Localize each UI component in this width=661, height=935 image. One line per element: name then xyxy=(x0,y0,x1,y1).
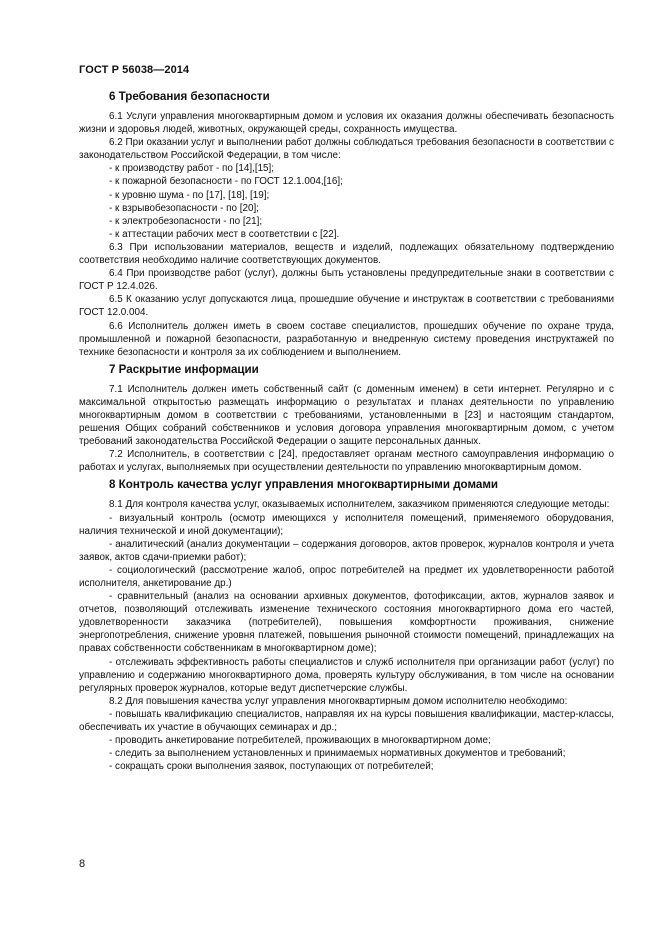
measure-compliance: - следить за выполнением установленных и принимаемых нормативных документов и требований; xyxy=(109,748,566,760)
measure-response-time: - сокращать сроки выполнения заявок, поступающих от потребителей; xyxy=(109,761,434,773)
paragraph-7-2: 7.2 Исполнитель, в соответствии с [24], предоставляет органам местного самоуправления информацию о работах и услугах, выполняемых при осуществлении деятельности по управлению многоквартирным домом. xyxy=(79,449,614,474)
paragraph-6-3: 6.3 При использовании материалов, веществ и изделий, подлежащих обязательному подтверждению соответствия необходимо наличие соответствующих документов. xyxy=(79,241,614,267)
list-item: - к производству работ - по [14],[15]; xyxy=(109,163,275,175)
page-body xyxy=(79,86,614,773)
method-efficiency: - отслеживать эффективность работы специалистов и служб исполнителя при организации работ (услуг) по управлению и содержанию многоквартирного дома, проверять культуру обслуживания, в том числе на основании регулярных проверок журналов, которые ведут диспетчерские службы. xyxy=(79,656,614,694)
paragraph-6-4: 6.4 При производстве работ (услуг), должны быть установлены предупредительные знаки в соответствии с ГОСТ Р 12.4.026. xyxy=(79,268,614,293)
paragraph-6-5: 6.5 К оказанию услуг допускаются лица, прошедшие обучение и инструктаж в соответствии с требованиями ГОСТ 12.0.004. xyxy=(79,294,614,319)
method-analytical: - аналитический (анализ документации – содержания договоров, актов проверок, журналов контроля и учета заявок, актов сдачи-приемки работ); xyxy=(79,538,614,563)
paragraph-6-6: 6.6 Исполнитель должен иметь в своем составе специалистов, прошедших обучение по охране труда, промышленной и пожарной безопасности, разработанную и внедренную систему проведения инструктажей по технике безопасности и контроля за их соблюдением и выполнением. xyxy=(79,320,614,358)
list-item: - к аттестации рабочих мест в соответствии с [22]. xyxy=(109,228,340,240)
page-number: 8 xyxy=(79,858,86,870)
list-item: - к взрывобезопасности - по [20]; xyxy=(109,202,259,214)
section-7-heading: 7 Раскрытие информации xyxy=(109,362,259,376)
paragraph-8-2: 8.2 Для повышения качества услуг управления многоквартирным домом исполнителю необходимо: xyxy=(109,695,568,707)
method-sociological: - социологический (рассмотрение жалоб, опрос потребителей на предмет их удовлетворенности работой исполнителя, анкетирование др.) xyxy=(79,564,614,589)
measure-training: - повышать квалификацию специалистов, направляя их на курсы повышения квалификации, мастер-классы, обеспечивать их участие в обучающих семинарах и др.; xyxy=(79,708,614,734)
list-item: - к электробезопасности - по [21]; xyxy=(109,215,263,227)
method-comparative: - сравнительный (анализ на основании архивных документов, фотофиксации, актов, журналов заявок и отчетов, позволяющий отслеживать изменение технического состояния многоквартирного дома его частей, удовлетворенности заказчика (потребителей), повышения комфортности проживания, снижение энергопотребления, снижение уровня платежей, повышения рыночной стоимости помещений, принадлежащих на правах собственности собственникам в многоквартирном доме); xyxy=(79,591,614,655)
paragraph-6-2: 6.2 При оказании услуг и выполнении работ должны соблюдаться требования безопасности в соответствии с законодательством Российской Федерации, в том числе: xyxy=(79,137,614,162)
measure-survey: - проводить анкетирование потребителей, проживающих в многоквартирном доме; xyxy=(109,735,491,747)
paragraph-8-1: 8.1 Для контроля качества услуг, оказываемых исполнителем, заказчиком применяются следующие методы: xyxy=(109,499,610,511)
section-8-heading: 8 Контроль качества услуг управления многоквартирными домами xyxy=(109,478,499,492)
method-visual: - визуальный контроль (осмотр имеющихся у исполнителя помещений, применяемого оборудования, наличия технической и иной документации); xyxy=(79,512,614,537)
paragraph-7-1: 7.1 Исполнитель должен иметь собственный сайт (с доменным именем) в сети интернет. Регулярно и с максимальной открытостью размещать информацию о результатах и планах деятельности по управлению многоквартирным домом в соответствии с требованиями, установленными в [23] и настоящим стандартом, решения Общих собраний собственников и условия договора управления многоквартирным домом, с учетом требований законодательства Российской Федерации о защите персональных данных. xyxy=(79,383,614,448)
section-6-heading: 6 Требования безопасности xyxy=(109,90,270,103)
paragraph-6-1: 6.1 Услуги управления многоквартирным домом и условия их оказания должны обеспечивать безопасность жизни и здоровья людей, животных, окружающей среды, сохранность имущества. xyxy=(79,111,614,136)
list-item: - к пожарной безопасности - по ГОСТ 12.1.004,[16]; xyxy=(109,176,343,188)
document-header: ГОСТ Р 56038—2014 xyxy=(79,64,190,76)
list-item: - к уровню шума - по [17], [18], [19]; xyxy=(109,189,270,201)
